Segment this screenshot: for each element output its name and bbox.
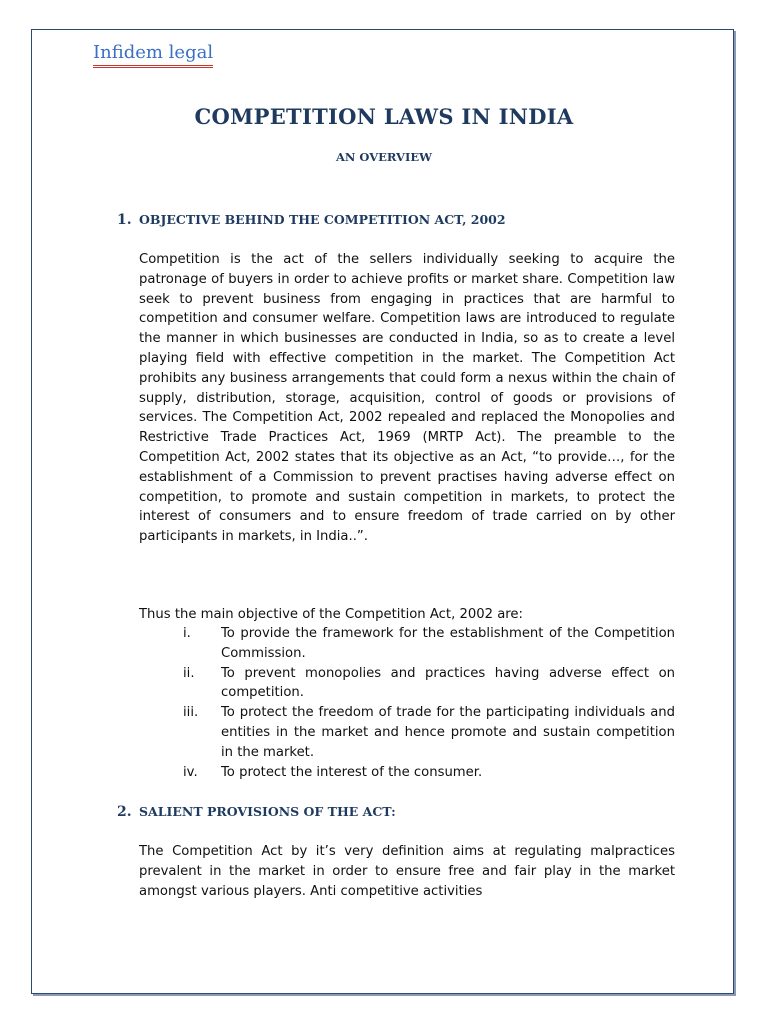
list-numeral: i. [183, 626, 191, 641]
list-item [139, 624, 675, 664]
list-item [139, 664, 675, 704]
document-subtitle: AN OVERVIEW [335, 150, 433, 164]
list-intro: Thus the main objective of the Competition Act, 2002 are: [139, 607, 523, 622]
list-item-text: To protect the freedom of trade for the participating individuals and entities in the market and hence promote and sustain competition in the market. [221, 705, 675, 760]
list-item [139, 703, 675, 762]
section-paragraph: Competition is the act of the sellers individually seeking to acquire the patronage of buyers in order to achieve profits or market share. Competition law seek to prevent business from engaging in practices that are harmful to competition and consumer welfare. Competition laws are introduced to regulate the manner in which businesses are conducted in India, so as to create a level playing field with effective competition in the market. The Competition Act prohibits any business arrangements that could form a nexus within the chain of supply, distribution, storage, acquisition, control of goods or provisions of services. The Competition Act, 2002 repealed and replaced the Monopolies and Restrictive Trade Practices Act, 1969 (MRTP Act). The preamble to the Competition Act, 2002 states that its objective as an Act, “to provide…, for the establishment of a Commission to prevent practises having adverse effect on competition, to promote and sustain competition in markets, to protect the interest of consumers and to ensure freedom of trade carried on by other participants in markets, in India..”. [139, 252, 675, 545]
list-item-text: To provide the framework for the establishment of the Competition Commission. [221, 626, 675, 661]
section-heading [117, 804, 396, 820]
document-title: COMPETITION LAWS IN INDIA [194, 104, 574, 129]
list-numeral: iv. [183, 764, 198, 780]
section-heading-text: OBJECTIVE BEHIND THE COMPETITION ACT, 2002 [139, 212, 506, 227]
list-numeral: ii. [183, 665, 195, 681]
section-paragraph: The Competition Act by it’s very definition aims at regulating malpractices prevalent in the market in order to ensure free and fair play in the market amongst various players. Anti competitive activities [139, 844, 675, 899]
list-item [139, 763, 675, 783]
list-numeral: iii. [183, 705, 199, 721]
objectives-list [139, 624, 675, 782]
company-logo: Infidem legal [93, 42, 213, 68]
section-heading [117, 212, 506, 228]
section-number: 1. [117, 212, 132, 228]
section-number: 2. [117, 804, 132, 820]
list-item-text: To protect the interest of the consumer. [221, 764, 483, 780]
section-heading-text: SALIENT PROVISIONS OF THE ACT: [139, 804, 396, 819]
list-item-text: To prevent monopolies and practices having adverse effect on competition. [221, 665, 675, 701]
